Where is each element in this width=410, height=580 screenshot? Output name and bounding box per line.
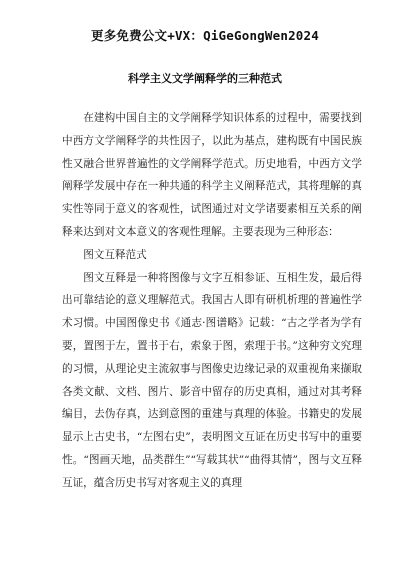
body-paragraph: 在建构中国自主的文学阐释学知识体系的过程中，需要找到中西方文学阐释学的共性因子，以此为基点，建构既有中国民族性又融合世界普遍性的文学阐释学范式。历史地看，中西方文学阐释学发展中存在一种共通的科学主义阐释范式，其将理解的真实性等同于意义的客观性，试图通过对文学诸要素相互关系的阐释来达到对文本意义的客观性理解。主要表现为三种形态： bbox=[62, 112, 362, 238]
watermark-header: 更多免费公文+VX：QiGeGongWen2024 bbox=[91, 28, 319, 43]
section-subheading: 图文互释范式 bbox=[83, 248, 147, 261]
body-paragraph: 图文互释是一种将图像与文字互相参证、互相生发，最后得出可靠结论的意义理解范式。我国古人即有研机析理的普遍性学术习惯。中国图像史书《通志·图谱略》记载：“古之学者为学有要，置图于左，置书于右，索象于图，索理于书。”这种穷文究理的习惯，从理论史主流叙事与图像史边缘记录的双重视角来撷取各类文献、文档、图片、影音中留存的历史真相，通过对其考释编目，去伪存真，达到意图的重建与真理的体验。书籍史的发展显示上古史书，“左图右史”，表明图文互证在历史书写中的重要性。“图画天地，品类群生”“写载其状”“曲得其情”，图与文互释互证，蕴含历史书写对客观主义的真理 bbox=[62, 271, 362, 489]
document-body bbox=[62, 107, 362, 495]
document-title: 科学主义文学阐释学的三种范式 bbox=[128, 72, 282, 85]
